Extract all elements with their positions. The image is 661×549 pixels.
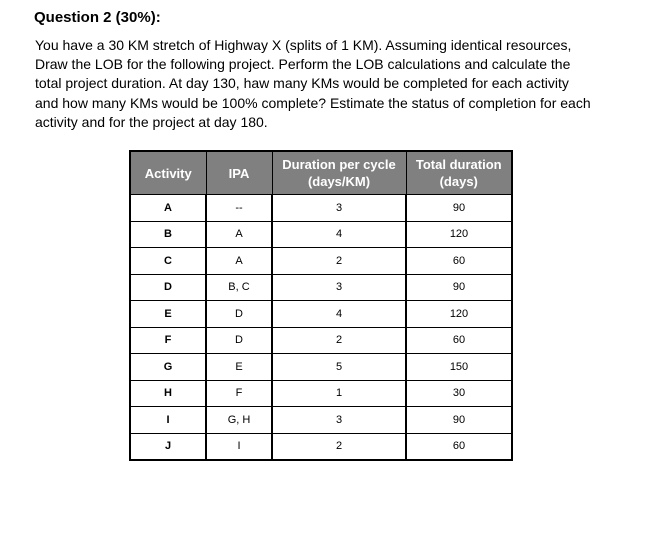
cell-duration: 4 bbox=[272, 221, 406, 248]
question-line-3: total project duration. At day 130, haw many KMs would be completed for each activity bbox=[35, 75, 569, 92]
cell-duration: 1 bbox=[272, 380, 406, 407]
cell-total: 90 bbox=[406, 195, 512, 222]
cell-total: 30 bbox=[406, 380, 512, 407]
cell-ipa: D bbox=[206, 327, 272, 354]
header-duration bbox=[272, 151, 406, 195]
cell-activity: F bbox=[130, 327, 206, 354]
cell-activity: E bbox=[130, 301, 206, 328]
question-text bbox=[35, 36, 615, 132]
cell-total: 90 bbox=[406, 407, 512, 434]
cell-ipa: G, H bbox=[206, 407, 272, 434]
cell-total: 120 bbox=[406, 301, 512, 328]
table-row bbox=[130, 407, 512, 434]
cell-duration: 4 bbox=[272, 301, 406, 328]
cell-ipa: F bbox=[206, 380, 272, 407]
cell-duration: 3 bbox=[272, 407, 406, 434]
cell-ipa: E bbox=[206, 354, 272, 381]
question-line-5: activity and for the project at day 180. bbox=[35, 113, 268, 130]
cell-total: 120 bbox=[406, 221, 512, 248]
cell-ipa: A bbox=[206, 221, 272, 248]
cell-ipa: I bbox=[206, 433, 272, 460]
table-row bbox=[130, 380, 512, 407]
table-row bbox=[130, 248, 512, 275]
question-line-4: and how many KMs would be 100% complete? Estimate the status of completion for each bbox=[35, 94, 591, 111]
cell-total: 60 bbox=[406, 248, 512, 275]
table-row bbox=[130, 195, 512, 222]
table-row bbox=[130, 301, 512, 328]
table-header-row bbox=[130, 151, 512, 195]
cell-ipa: D bbox=[206, 301, 272, 328]
header-activity: Activity bbox=[130, 151, 206, 195]
cell-activity: I bbox=[130, 407, 206, 434]
cell-activity: D bbox=[130, 274, 206, 301]
header-ipa: IPA bbox=[206, 151, 272, 195]
cell-duration: 2 bbox=[272, 248, 406, 275]
cell-ipa: B, C bbox=[206, 274, 272, 301]
table-row bbox=[130, 327, 512, 354]
cell-duration: 5 bbox=[272, 354, 406, 381]
header-total-line2: (days) bbox=[439, 174, 478, 189]
question-line-1: You have a 30 KM stretch of Highway X (splits of 1 KM). Assuming identical resources, bbox=[35, 37, 572, 53]
table-row bbox=[130, 354, 512, 381]
activity-table bbox=[129, 150, 513, 461]
cell-activity: B bbox=[130, 221, 206, 248]
cell-total: 150 bbox=[406, 354, 512, 381]
cell-duration: 2 bbox=[272, 433, 406, 460]
cell-duration: 3 bbox=[272, 274, 406, 301]
cell-total: 60 bbox=[406, 433, 512, 460]
cell-total: 90 bbox=[406, 274, 512, 301]
table-row bbox=[130, 274, 512, 301]
table-row bbox=[130, 433, 512, 460]
question-line-2: Draw the LOB for the following project. Perform the LOB calculations and calculate the bbox=[35, 56, 571, 73]
header-duration-line1: Duration per cycle bbox=[282, 157, 396, 172]
header-duration-line2: (days/KM) bbox=[307, 174, 371, 189]
cell-duration: 3 bbox=[272, 195, 406, 222]
cell-activity: A bbox=[130, 195, 206, 222]
cell-ipa: A bbox=[206, 248, 272, 275]
cell-activity: C bbox=[130, 248, 206, 275]
question-title: Question 2 (30%): bbox=[34, 9, 161, 26]
cell-duration: 2 bbox=[272, 327, 406, 354]
table-row bbox=[130, 221, 512, 248]
cell-ipa: -- bbox=[206, 195, 272, 222]
cell-activity: H bbox=[130, 380, 206, 407]
cell-activity: G bbox=[130, 354, 206, 381]
header-total-line1: Total duration bbox=[415, 157, 502, 172]
cell-total: 60 bbox=[406, 327, 512, 354]
header-total bbox=[406, 151, 512, 195]
cell-activity: J bbox=[130, 433, 206, 460]
